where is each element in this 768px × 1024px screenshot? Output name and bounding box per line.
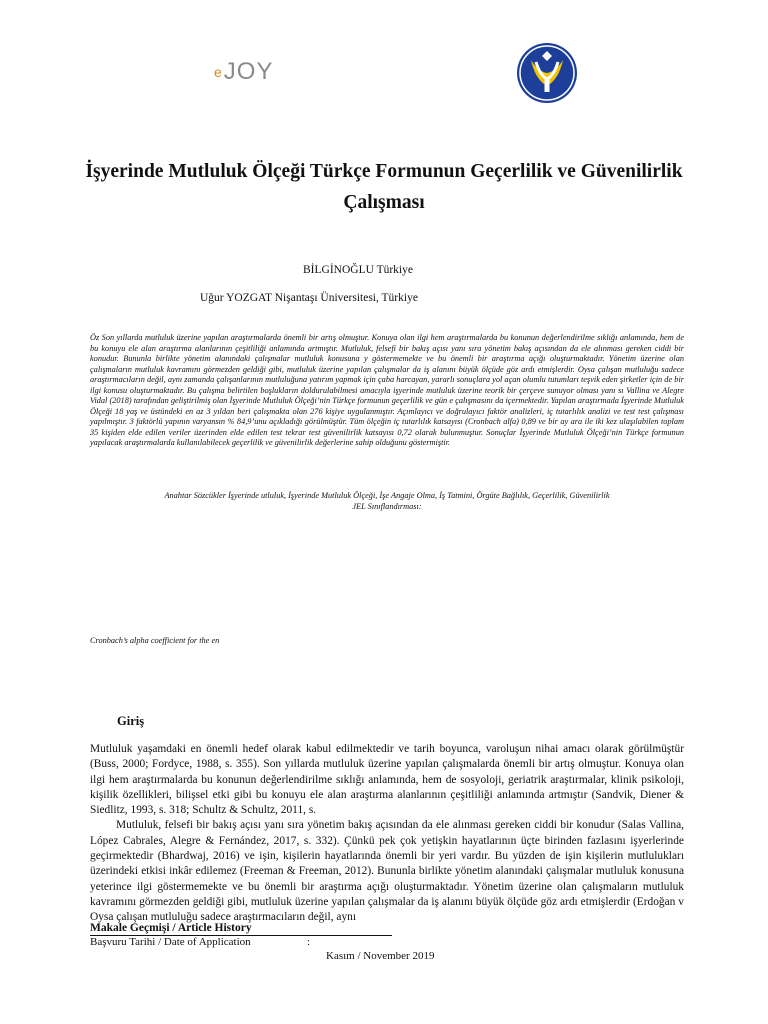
article-history-title: Makale Geçmişi / Article History [90, 922, 392, 936]
abstract-text: Öz Son yıllarda mutluluk üzerine yapılan araştırmalarda önemli bir artış olmuştur. Konuya olan ilgi hem araştırmalarda bu konunun değerlendirilme sıklığı anlamında, hem de bu konuyu ele alan araştırma alanlarının çeşitliliği anlamında artmıştır. Mutluluk, felsefi bir bakış açısı yanı sıra yönetim bakış açısından da ele alınması gereken ciddi bir konudur. Bununla birlikte yönetim alanındaki çalışmalar mutluluk konusuna y göstermemekte ve bu önemli bir araştırma açığı oluşturmaktadır. Yönetim üzerine olan çalışmaların mutluluk kavramını görmezden geldiği gibi, mutluluk üzerine yapılan çalışmalar da iş alanını büyük ölçüde göz ardı etmişlerdir. Oysa çalışan mutluluğu sadece araştırmacıların değil, aynı zamanda çalışanlarının mutluluğuna yatırım yapmak için çaba harcayan, yararlı sonuçlara yol açan olumlu tutumları teşvik eden şirketler için de bir ilgi konusu oluşturmaktadır. Bu çalışma belirtilen boşlukların doldurulabilmesi amacıyla işyerinde mutluluk üzerine teorik bir çerçeve sunuyor olması yanı sı Vallina ve Alegre Vidal (2018) tarafından geliştirilmiş olan İşyerinde Mutluluk Ölçeği’nin Türkçe formunun geçerlilik ve gün e çalışmasını da içermektedir. Yapılan araştırmada İşyerinde Mutluluk Ölçeği 18 yaş ve üstündeki en az 3 yıldan beri çalışmakta olan 276 kişiye uygulanmıştır. Açımlayıcı ve doğrulayıcı faktör analizleri, iç tutarlılık analizi ve test test çalışması yapılmıştır. 3 faktörlü yapının varyansın % 84,9’unu açıkladığı görülmüştür. Tüm ölçeğin iç tutarlılık katsayısı (Cronbach alfa) 0,89 ve bir ay ara ile iki kez ulaşılabilen toplam 35 kişiden elde edilen veriler üzerinden elde edilen test tekrar test güvenilirlik katsayısı 0,72 olarak bulunmuştur. Sonuçlar İşyerinde Mutluluk Ölçeği’nin Türkçe formunun yapılacak araştırmalarda kullanılabilecek geçerlilik ve güvenilirlik değerlerine sahip olduğunu göstermiştir. [90, 333, 684, 447]
application-date-value: Kasım / November 2019 [326, 950, 435, 962]
application-date-separator: : [307, 936, 311, 948]
journal-logo-text: JOY [223, 58, 274, 85]
journal-logo [214, 58, 273, 86]
jel-classification: JEL Sınıflandırması: [352, 502, 422, 511]
introduction-paragraph-1: Mutluluk yaşamdaki en önemli hedef olarak kabul edilmektedir ve tarih boyunca, varoluşun nihai amacı olarak görülmüştür (Buss, 2000; Fordyce, 1988, s. 355). Son yıllarda mutluluk üzerine yapılan çalışmalarda önemli bir artış olmuştur. Konuya olan ilgi hem araştırmalarda bu konunun değerlendirilme sıklığı anlamında, hem de sosyoloji, geriatrik araştırmalar, klinik psikoloji, kişilik özellikleri, bilişsel etki gibi bu konuyu ele alan araştırma alanlarının çeşitliliği anlamında artmıştır (Sandvik, Diener & Siedlitz, 1993, s. 318; Schultz & Schultz, 2011, s. [90, 743, 684, 817]
english-abstract-fragment: Cronbach’s alpha coefficient for the en [90, 636, 220, 645]
paper-title: İşyerinde Mutluluk Ölçeği Türkçe Formunun Geçerlilik ve Güvenilirlik Çalışması [85, 161, 683, 213]
keywords-block [90, 490, 684, 512]
author-1: BİLGİNOĞLU Türkiye [303, 264, 413, 276]
section-heading-introduction: Giriş [117, 714, 145, 728]
university-seal-icon [516, 42, 578, 104]
journal-logo-prefix: e [214, 64, 223, 80]
introduction-paragraph-2: Mutluluk, felsefi bir bakış açısı yanı sıra yönetim bakış açısından da ele alınması gereken ciddi bir konudur (Salas Vallina, López Cabrales, Alegre & Fernández, 2017, s. 332). Çünkü pek çok yetişkin hayatlarının üçte birinden fazlasını işyerlerinde geçirmektedir (Bhardwaj, 2016) ve işin, kişilerin hayatlarında önemli bir yeri vardır. Bu yüzden de işin kişilerin mutlulukları üzerindeki etkisi inkâr edilemez (Freeman & Freeman, 2012). Bununla birlikte yönetim alanındaki çalışmalar mutluluk konusuna yeterince ilgi göstermemekte ve bu önemli bir araştırma açığı oluşturmaktadır. Yönetim üzerine olan çalışmaların mutluluk kavramını görmezden geldiği gibi, mutluluk üzerine yapılan çalışmalar da iş alanını büyük ölçüde göz ardı etmişlerdir (Erdoğan v Oysa çalışan mutluluğu sadece araştırmacıların değil, aynı [90, 819, 684, 924]
application-date-label: Başvuru Tarihi / Date of Application [90, 936, 251, 948]
keywords-line: Anahtar Sözcükler İşyerinde utluluk, İşyerinde Mutluluk Ölçeği, İşe Angaje Olma, İş Tatmini, Örgüte Bağlılık, Geçerlilik, Güvenilirlik [164, 491, 610, 500]
author-2: Uğur YOZGAT Nişantaşı Üniversitesi, Türkiye [200, 292, 418, 304]
introduction-body [90, 742, 684, 926]
